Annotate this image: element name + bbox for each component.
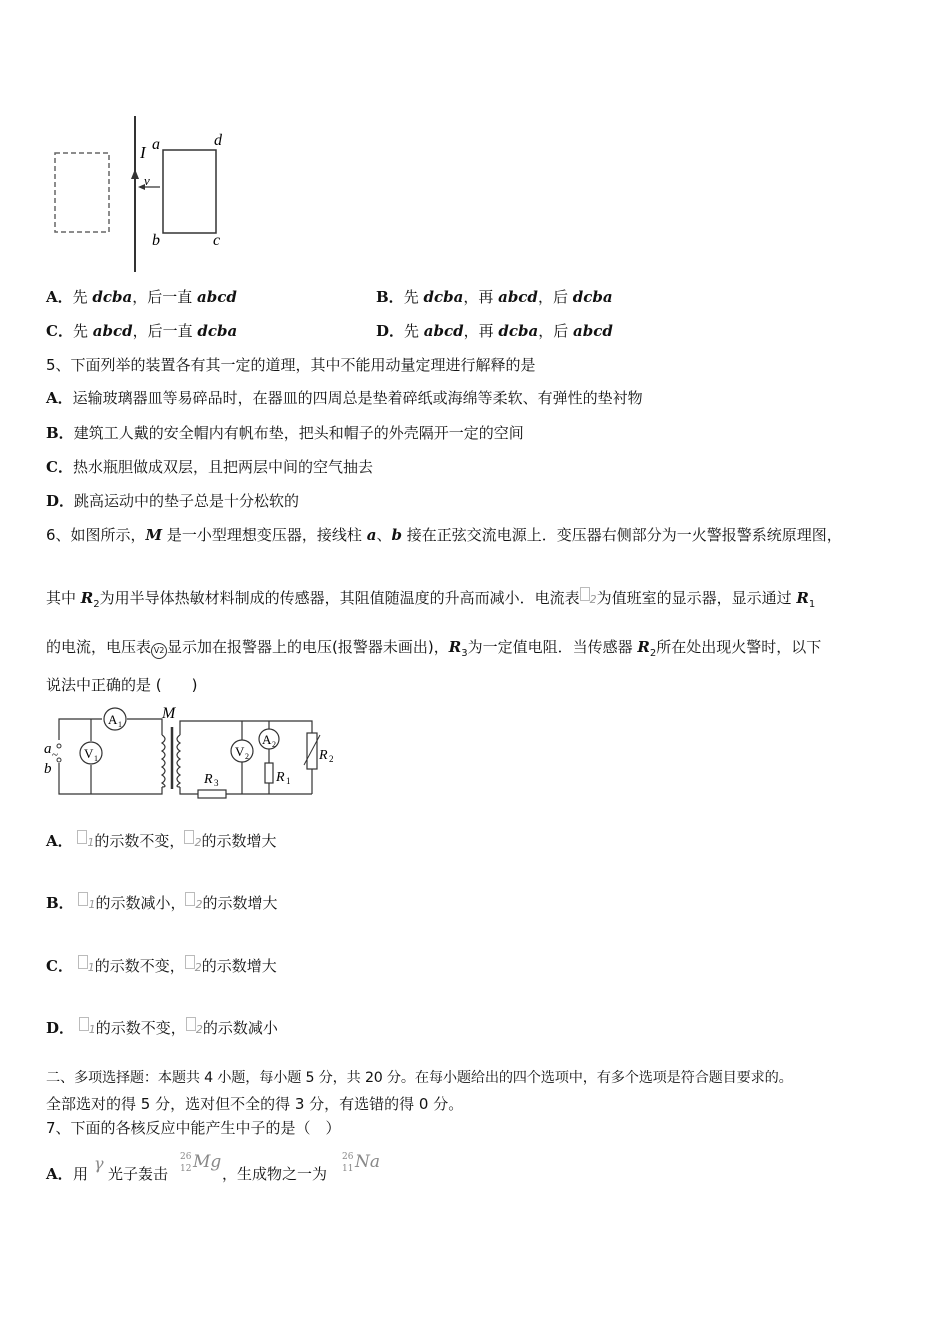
q6-stem-line1: 6、如图所示，M 是一小型理想变压器，接线柱 a、b 接在正弦交流电源上．变压器右侧部分为一火警报警系统原理图，: [46, 526, 842, 544]
current-arrow-icon: [131, 169, 139, 179]
q6-option-c: C． 1的示数不变， 2的示数增大: [46, 957, 277, 975]
q6-option-b: B． 1的示数减小， 2的示数增大: [46, 894, 278, 912]
ac-source-icon: ~: [52, 749, 58, 761]
svg-text:1: 1: [94, 754, 98, 763]
magnesium-nuclide: Mg: [193, 1152, 222, 1172]
q5-stem: 5、下面列举的装置各有其一定的道理，其中不能用动量定理进行解释的是: [46, 356, 536, 374]
q4-option-d: D．先 abcd，再 dcba，后 abcd: [376, 322, 613, 340]
q7-stem: 7、下面的各核反应中能产生中子的是（ ）: [46, 1119, 341, 1137]
svg-text:A: A: [262, 732, 272, 747]
svg-text:3: 3: [214, 778, 219, 788]
q5-option-d: D．跳高运动中的垫子总是十分松软的: [46, 492, 300, 510]
voltmeter-icon: V2: [151, 643, 167, 659]
resistor-r1: [265, 763, 273, 783]
svg-text:2: 2: [245, 752, 249, 761]
dashed-loop: [55, 153, 109, 232]
label-v: v: [144, 173, 150, 188]
meter-placeholder-icon: [78, 955, 88, 969]
q6-stem-line2: 其中 $R_2$为用半导体热敏材料制成的传感器，其阻值随温度的升高而减小．电流表 2为值班室的显示器，显示通过 $R_1$: [46, 589, 816, 610]
gamma-symbol: γ: [94, 1154, 104, 1173]
meter-placeholder-icon: [77, 830, 87, 844]
meter-placeholder-icon: [185, 955, 195, 969]
svg-text:1: 1: [286, 776, 291, 786]
transformer-label: M: [162, 705, 176, 722]
sodium-nuclide: Na: [355, 1152, 381, 1172]
svg-text:A: A: [108, 712, 118, 727]
svg-text:R: R: [204, 772, 213, 787]
meter-placeholder-icon: [184, 830, 194, 844]
svg-text:2: 2: [272, 740, 276, 749]
wire-loop-figure: [48, 112, 238, 277]
label-a: a: [152, 136, 160, 153]
svg-text:V: V: [235, 744, 245, 759]
q5-option-c: C．热水瓶胆做成双层，且把两层中间的空气抽去: [46, 458, 373, 476]
q5-option-a: A．运输玻璃器皿等易碎品时，在器皿的四周总是垫着碎纸或海绵等柔软、有弹性的垫衬物: [46, 389, 643, 407]
svg-text:V: V: [84, 746, 94, 761]
svg-text:2: 2: [329, 754, 334, 764]
transformer-circuit-figure: [42, 703, 342, 803]
terminal-b: b: [44, 761, 52, 777]
q6-option-d: D． 1的示数不变， 2的示数减小: [46, 1019, 278, 1037]
q5-option-b: B．建筑工人戴的安全帽内有帆布垫，把头和帽子的外壳隔开一定的空间: [46, 424, 524, 442]
label-b: b: [152, 232, 160, 249]
loop-abcd: [163, 150, 216, 233]
q6-stem-line3: 的电流，电压表 V2 显示加在报警器上的电压(报警器未画出)，$R_3$为一定值电阻．当传感器 $R_2$所在处出现火警时，以下: [46, 638, 822, 659]
q4-option-b: B．先 dcba，再 abcd，后 dcba: [376, 288, 613, 306]
svg-text:R: R: [319, 748, 328, 763]
svg-text:R: R: [276, 770, 285, 785]
q6-stem-line4: 说法中正确的是 ( ): [46, 676, 198, 694]
ammeter-placeholder-icon: [580, 587, 590, 601]
label-d: d: [214, 132, 222, 149]
resistor-r3: [198, 790, 226, 798]
meter-placeholder-icon: [78, 892, 88, 906]
q4-option-c: C．先 abcd，后一直 dcba: [46, 322, 238, 340]
terminal-a: a: [44, 741, 52, 757]
section2-heading: 二、多项选择题：本题共 4 小题，每小题 5 分，共 20 分。在每小题给出的四个选项中，有多个选项是符合题目要求的。: [46, 1070, 793, 1086]
meter-placeholder-icon: [79, 1017, 89, 1031]
label-c: c: [213, 232, 221, 249]
meter-placeholder-icon: [185, 892, 195, 906]
section2-scoring: 全部选对的得 5 分，选对但不全的得 3 分，有选错的得 0 分。: [46, 1095, 464, 1113]
q6-option-a: A． 1的示数不变， 2的示数增大: [46, 832, 277, 850]
meter-placeholder-icon: [186, 1017, 196, 1031]
svg-text:1: 1: [118, 720, 122, 729]
q4-option-a: A．先 dcba，后一直 abcd: [46, 288, 237, 306]
label-I: I: [140, 143, 146, 162]
